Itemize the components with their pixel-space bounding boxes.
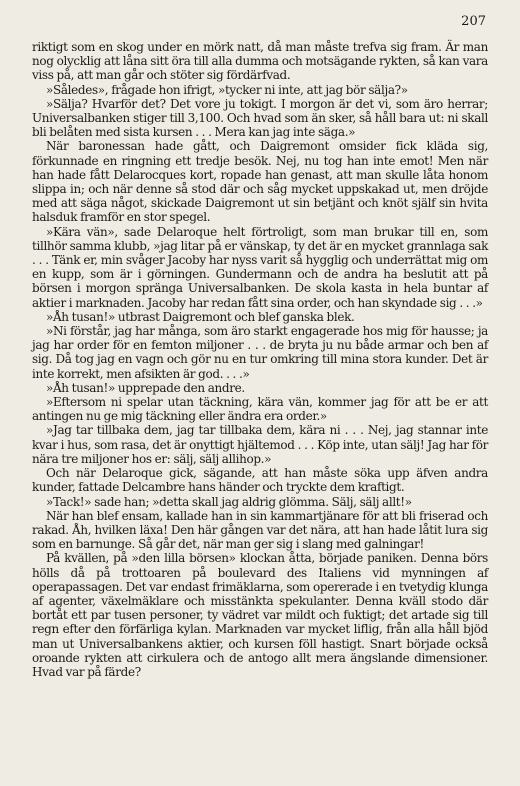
paragraph: »Ni förstår, jag har många, som äro starkt engagerade hos mig för hausse; ja jag har order för en femton miljoner . . . de bryta ju nu både armar och ben af sig. Då tog jag en vagn och gör nu en tur omkring till mina stora kunder. Det är inte korrekt, men afsikten är god. . . .» [32, 324, 488, 381]
paragraph: Och när Delaroque gick, sägande, att han måste söka upp äfven andra kunder, fattade Delcambre hans händer och tryckte dem kraftigt. [32, 466, 488, 495]
page-number: 207 [461, 14, 486, 29]
paragraph: riktigt som en skog under en mörk natt, då man måste trefva sig fram. Är man nog olycklig att låna sitt öra till alla dumma och motsägande rykten, så kan vara viss på, att man går och stöter sig fördärfvad. [32, 40, 488, 83]
paragraph: På kvällen, på »den lilla börsen» klockan åtta, började paniken. Denna börs hölls då på trottoaren på boulevard des Italiens vid mynningen af operapassagen. Det var endast frimäklarna, som opererade i en tvetydig klunga af agenter, växelmäklare och misstänkta spekulanter. Denna kväll stodo där bortåt ett par tusen personer, ty vädret var mildt och fuktigt; det artade sig till regn efter den förfärliga kylan. Marknaden var mycket liflig, från alla håll bjöd man ut Universalbankens aktier, och kursen föll hastigt. Snart började också oroande rykten att cirkulera och de antogo allt mera ängslande dimensioner. Hvad var på färde? [32, 551, 488, 679]
paragraph: »Jag tar tillbaka dem, jag tar tillbaka dem, kära ni . . . Nej, jag stannar inte kvar i hus, som rasa, det är onyttigt hjältemod . . . Köp inte, utan sälj! Jag har för nära tre miljoner hos er: sälj, sälj allihop.» [32, 423, 488, 466]
paragraph: »Således», frågade hon ifrigt, »tycker ni inte, att jag bör sälja?» [46, 82, 408, 97]
body-text [32, 40, 488, 679]
paragraph: »Eftersom ni spelar utan täckning, kära vän, kommer jag för att be er att antingen nu ge mig täckning eller ändra era order.» [32, 395, 488, 424]
paragraph: »Sälja? Hvarför det? Det vore ju tokigt. I morgon är det vi, som äro herrar; Universalbanken stiger till 3,100. Och hvad som än sker, så håll bara ut: ni skall bli belåten med sista kursen . . . Mera kan jag inte säga.» [32, 96, 488, 140]
paragraph: »Tack!» sade han; »detta skall jag aldrig glömma. Sälj, sälj allt!» [46, 494, 412, 509]
paragraph: »Åh tusan!» utbrast Daigremont och blef ganska blek. [46, 309, 355, 324]
paragraph: »Kära vän», sade Delaroque helt förtroligt, som man brukar till en, som tillhör samma klubb, »jag litar på er vänskap, ty det är en mycket grannlaga sak . . . Tänk er, min svåger Jacoby har nyss varit så hygglig och underrättat mig om en kupp, som är i görningen. Gundermann och de andra ha beslutit att på börsen i morgon spränga Universalbanken. De skola kasta in hela buntar af aktier i marknaden. Jacoby har redan fått sina order, och han skyndade sig . . .» [32, 224, 488, 310]
paragraph: »Åh tusan!» upprepade den andre. [46, 380, 245, 395]
paragraph: När han blef ensam, kallade han in sin kammartjänare för att bli friserad och rakad. Åh, hvilken läxa! Den här gången var det nära, att han hade låtit lura sig som en barnunge. Så går det, när man ger sig i slang med galningar! [32, 508, 488, 552]
paragraph: När baronessan hade gått, och Daigremont omsider fick kläda sig, förkunnade en ringning ett tredje besök. Nej, nu tog han inte emot! Men när han hade fått Delarocques kort, ropade han genast, att man skulle låta honom slippa in; och när denne så stod där och såg mycket uppskakad ut, men dröjde med att säga något, skickade Daigremont ut sin betjänt och knöt själf sin hvita halsduk framför en stor spegel. [32, 139, 488, 225]
